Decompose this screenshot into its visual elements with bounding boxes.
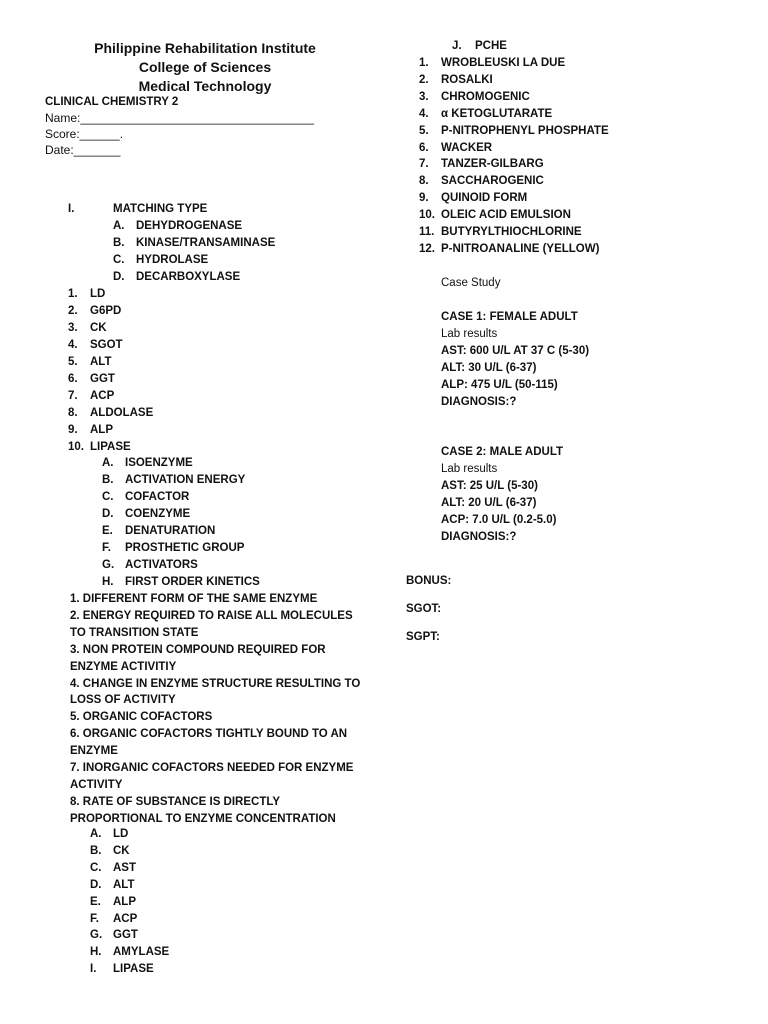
choice-item: [102, 558, 198, 572]
item-marker: H.: [90, 946, 102, 959]
item-marker: 9.: [419, 192, 429, 205]
item-marker: 5.: [419, 124, 429, 137]
item-marker: H.: [102, 576, 114, 588]
choice-item: [90, 928, 138, 942]
item-marker: 10.: [68, 441, 84, 453]
item-marker: D.: [102, 508, 114, 520]
numbered-item: [419, 56, 565, 70]
item-text: CK: [113, 844, 130, 857]
case-study-title: Case Study: [441, 277, 501, 289]
numbered-item: [419, 225, 582, 239]
case-line: [441, 327, 497, 341]
definition-line: [70, 660, 176, 674]
item-marker: C.: [90, 861, 102, 874]
numbered-item: [419, 157, 544, 171]
item-marker: 4.: [419, 107, 429, 120]
item-marker: D.: [90, 878, 102, 891]
case-line: [441, 395, 516, 409]
item-marker: D.: [113, 271, 125, 283]
item-marker: 1.: [419, 57, 429, 69]
item-marker: 6.: [419, 141, 429, 154]
bonus-label: BONUS:: [406, 575, 452, 587]
item-text: PROSTHETIC GROUP: [125, 542, 245, 554]
section-number: I.: [68, 203, 75, 215]
item-text: ALP: [113, 895, 136, 908]
item-text: CASE 1: FEMALE ADULT: [441, 311, 578, 323]
item-text: ALT: [113, 878, 135, 891]
numbered-item: [68, 372, 115, 386]
definition-line: [70, 795, 280, 809]
definition-line: [70, 710, 212, 724]
program-name: Medical Technology: [138, 78, 272, 94]
item-marker: 8.: [419, 175, 429, 188]
numbered-item: [419, 124, 609, 138]
item-text: 7. INORGANIC COFACTORS NEEDED FOR ENZYME: [70, 762, 354, 774]
item-text: ISOENZYME: [125, 457, 193, 469]
item-text: ALT: [90, 356, 112, 368]
definition-line: [70, 744, 118, 758]
choice-item: [90, 878, 135, 892]
item-marker: 8.: [68, 407, 78, 419]
item-marker: F.: [90, 912, 99, 925]
item-text: ALP: 475 U/L (50-115): [441, 379, 558, 391]
item-text: LD: [113, 828, 129, 840]
item-marker: 12.: [419, 242, 435, 255]
item-text: COENZYME: [125, 508, 191, 520]
bonus-sgot: SGOT:: [406, 603, 442, 615]
item-text: COFACTOR: [125, 491, 190, 503]
item-text: Lab results: [441, 463, 498, 475]
item-marker: C.: [102, 491, 114, 503]
item-text: DENATURATION: [125, 525, 216, 537]
item-text: AST: 25 U/L (5-30): [441, 480, 538, 492]
numbered-item: [419, 107, 552, 121]
item-text: G6PD: [90, 305, 122, 317]
numbered-item: [68, 423, 113, 437]
item-text: KINASE/TRANSAMINASE: [136, 237, 276, 249]
bonus-sgpt: SGPT:: [406, 631, 440, 643]
case-line: [441, 513, 556, 527]
item-marker: B.: [102, 474, 114, 486]
item-text: P-NITROANALINE (YELLOW): [441, 242, 600, 255]
choice-item: [90, 912, 137, 926]
item-marker: J.: [452, 40, 462, 52]
item-marker: E.: [90, 895, 101, 908]
section-title: MATCHING TYPE: [113, 203, 208, 215]
item-text: QUINOID FORM: [441, 192, 528, 205]
item-marker: 5.: [68, 356, 78, 368]
item-text: ACTIVATORS: [125, 559, 198, 571]
item-text: AST: 600 U/L AT 37 C (5-30): [441, 345, 590, 357]
item-text: DEHYDROGENASE: [136, 220, 243, 232]
item-marker: 11.: [419, 226, 435, 238]
item-text: ALP: [90, 424, 113, 436]
item-text: FIRST ORDER KINETICS: [125, 576, 260, 588]
name-line: Name:___________________________________: [45, 111, 314, 125]
item-text: TO TRANSITION STATE: [70, 626, 199, 639]
item-text: SGOT: [90, 339, 123, 351]
item-text: 1. DIFFERENT FORM OF THE SAME ENZYME: [70, 593, 318, 605]
case-line: [441, 361, 536, 375]
choice-item: [102, 473, 245, 487]
item-text: α KETOGLUTARATE: [441, 107, 553, 120]
numbered-item: [419, 90, 530, 104]
item-marker: 10.: [419, 209, 435, 222]
numbered-item: [68, 389, 114, 403]
item-text: DIAGNOSIS:?: [441, 396, 517, 408]
item-text: LD: [90, 288, 106, 300]
item-marker: 3.: [419, 90, 429, 103]
choice-item: [90, 861, 136, 875]
item-marker: B.: [113, 237, 125, 249]
item-text: 3. NON PROTEIN COMPOUND REQUIRED FOR: [70, 643, 326, 656]
definition-line: [70, 609, 353, 623]
definition-line: [70, 727, 347, 741]
item-marker: E.: [102, 525, 113, 537]
choice-item: [102, 541, 244, 555]
item-text: HYDROLASE: [136, 254, 209, 266]
item-text: 8. RATE OF SUBSTANCE IS DIRECTLY: [70, 795, 281, 808]
item-marker: 2.: [419, 73, 429, 86]
numbered-item: [68, 440, 131, 454]
choice-item: [102, 524, 215, 538]
choice-item: [113, 236, 275, 250]
item-text: 4. CHANGE IN ENZYME STRUCTURE RESULTING TO: [70, 677, 361, 690]
date-line: Date:_______: [45, 143, 121, 157]
item-marker: F.: [102, 542, 111, 554]
numbered-item: [68, 304, 121, 318]
item-text: ENZYME ACTIVITIY: [70, 660, 177, 673]
numbered-item: [419, 174, 544, 188]
case-line: [441, 496, 536, 510]
case-line: [441, 445, 563, 459]
numbered-item: [419, 73, 493, 87]
item-text: ROSALKI: [441, 73, 493, 86]
item-marker: C.: [113, 254, 125, 266]
subject-title: CLINICAL CHEMISTRY 2: [45, 96, 179, 108]
item-text: ALT: 20 U/L (6-37): [441, 497, 537, 509]
item-marker: 7.: [68, 390, 78, 402]
item-marker: G.: [102, 559, 115, 571]
case-line: [441, 462, 497, 476]
item-text: ACTIVITY: [70, 778, 123, 791]
right-column: [400, 0, 768, 1024]
numbered-item: [68, 338, 123, 352]
choice-item: [90, 962, 154, 976]
item-marker: 3.: [68, 322, 78, 334]
item-text: AMYLASE: [113, 946, 170, 959]
item-marker: 6.: [68, 373, 78, 385]
case-line: [441, 479, 538, 493]
choice-item: [90, 844, 130, 858]
item-marker: I.: [90, 963, 97, 976]
item-marker: A.: [113, 220, 125, 232]
definition-line: [70, 626, 198, 640]
item-text: 2. ENERGY REQUIRED TO RAISE ALL MOLECULES: [70, 609, 353, 622]
choice-item: [90, 895, 136, 909]
definition-line: [70, 761, 353, 775]
item-marker: 4.: [68, 339, 78, 351]
item-text: BUTYRYLTHIOCHLORINE: [441, 226, 582, 238]
item-text: CASE 2: MALE ADULT: [441, 446, 564, 458]
item-text: CHROMOGENIC: [441, 90, 530, 103]
item-text: ACP: 7.0 U/L (0.2-5.0): [441, 514, 557, 526]
item-text: LIPASE: [90, 441, 131, 453]
item-text: LIPASE: [113, 963, 154, 976]
item-marker: G.: [90, 929, 103, 942]
numbered-item: [419, 242, 599, 256]
item-text: Lab results: [441, 328, 498, 340]
item-text: SACCHAROGENIC: [441, 175, 544, 188]
item-text: GGT: [113, 929, 138, 942]
choice-item: [452, 39, 507, 53]
choice-item: [113, 270, 240, 284]
choice-item: [102, 490, 189, 504]
item-text: AST: [113, 861, 136, 874]
case-line: [441, 378, 558, 392]
choice-item: [90, 945, 169, 959]
college-name: College of Sciences: [138, 59, 272, 75]
item-marker: 7.: [419, 158, 429, 171]
item-marker: 9.: [68, 424, 78, 436]
case-line: [441, 344, 589, 358]
numbered-item: [419, 141, 492, 155]
item-text: PROPORTIONAL TO ENZYME CONCENTRATION: [70, 812, 336, 825]
choice-item: [102, 507, 190, 521]
definition-line: [70, 643, 326, 657]
item-text: CK: [90, 322, 107, 334]
numbered-item: [419, 191, 527, 205]
school-name: Philippine Rehabilitation Institute: [94, 40, 316, 56]
numbered-item: [68, 355, 112, 369]
definition-line: [70, 693, 176, 707]
score-line: Score:______.: [45, 127, 124, 141]
numbered-item: [68, 287, 105, 301]
item-text: 6. ORGANIC COFACTORS TIGHTLY BOUND TO AN: [70, 728, 348, 741]
numbered-item: [419, 208, 571, 222]
choice-item: [90, 827, 128, 841]
item-text: TANZER-GILBARG: [441, 158, 544, 171]
item-marker: 2.: [68, 305, 78, 317]
item-text: OLEIC ACID EMULSION: [441, 209, 571, 222]
case-line: [441, 310, 578, 324]
item-text: GGT: [90, 373, 115, 385]
item-marker: 1.: [68, 288, 78, 300]
item-text: LOSS OF ACTIVITY: [70, 694, 176, 707]
definition-line: [70, 592, 317, 606]
definition-line: [70, 812, 336, 826]
item-text: ENZYME: [70, 745, 118, 758]
item-text: ALT: 30 U/L (6-37): [441, 362, 537, 374]
item-text: DIAGNOSIS:?: [441, 531, 517, 543]
choice-item: [102, 456, 193, 470]
choice-item: [113, 219, 242, 233]
choice-item: [113, 253, 208, 267]
definition-line: [70, 677, 360, 691]
item-text: ACTIVATION ENERGY: [125, 474, 246, 486]
item-marker: A.: [90, 828, 102, 840]
item-marker: B.: [90, 844, 102, 857]
numbered-item: [68, 406, 153, 420]
item-text: P-NITROPHENYL PHOSPHATE: [441, 124, 609, 137]
item-text: ALDOLASE: [90, 407, 154, 419]
definition-line: [70, 778, 122, 792]
item-text: 5. ORGANIC COFACTORS: [70, 711, 213, 724]
choice-item: [102, 575, 260, 589]
item-text: WACKER: [441, 141, 493, 154]
item-marker: A.: [102, 457, 114, 469]
item-text: ACP: [113, 912, 138, 925]
item-text: DECARBOXYLASE: [136, 271, 241, 283]
item-text: WROBLEUSKI LA DUE: [441, 57, 566, 69]
item-text: PCHE: [475, 40, 507, 52]
item-text: ACP: [90, 390, 115, 402]
numbered-item: [68, 321, 107, 335]
case-line: [441, 530, 516, 544]
